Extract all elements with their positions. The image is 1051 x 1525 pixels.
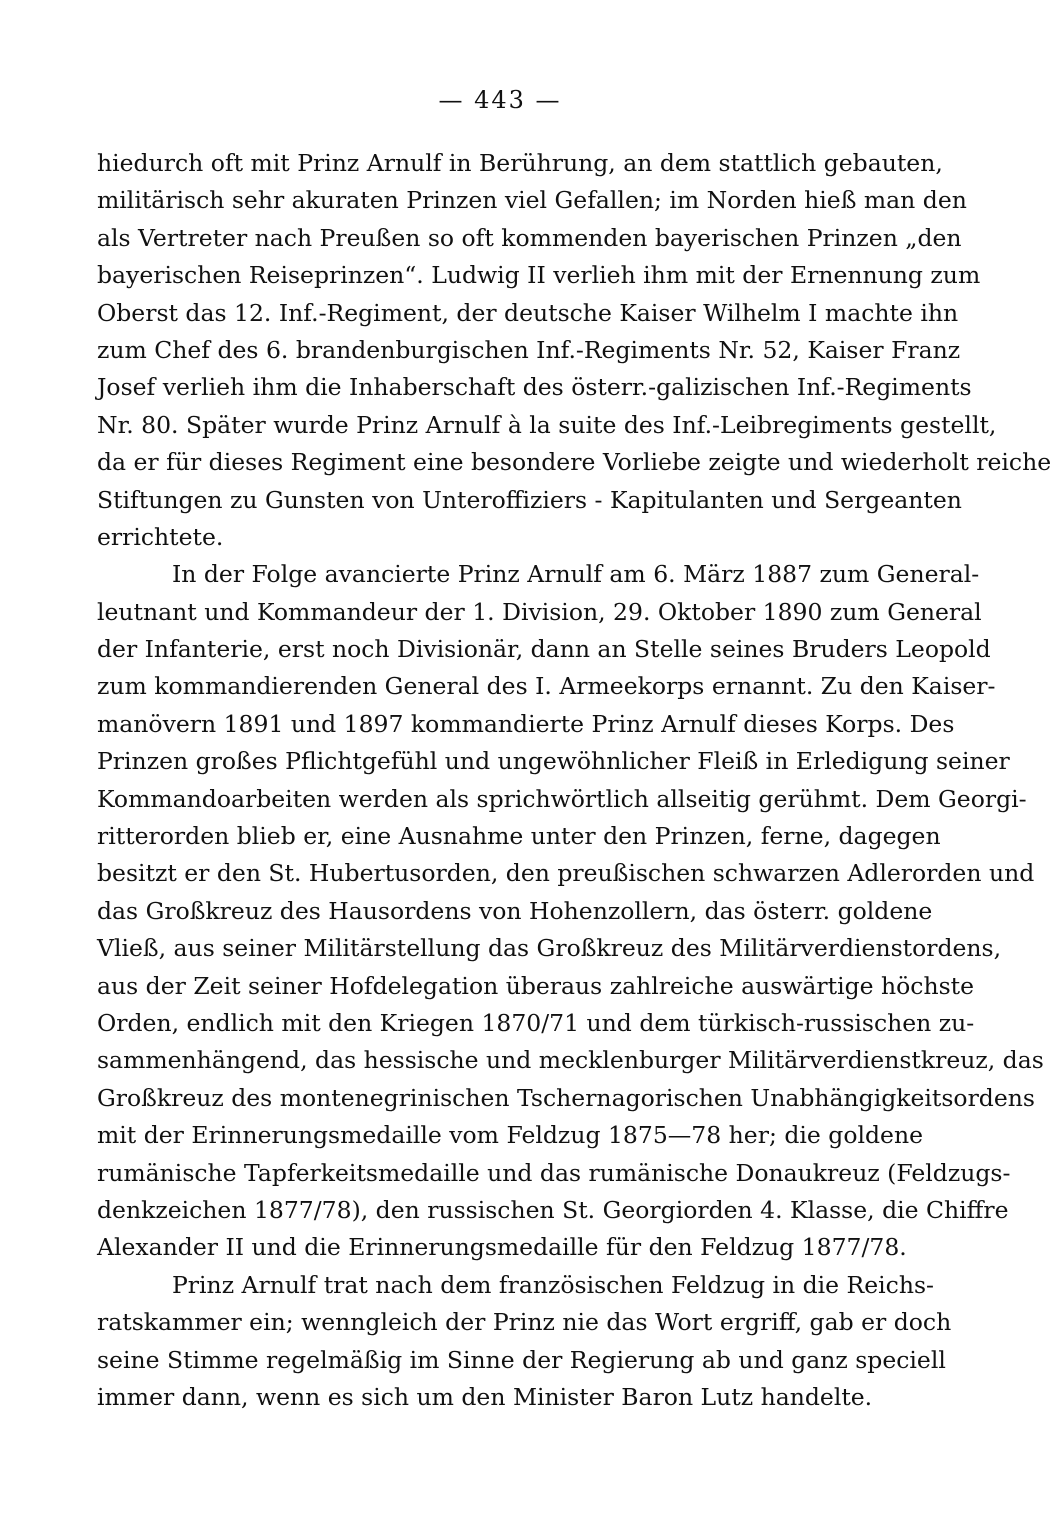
text-line: besitzt er den St. Hubertusorden, den preußischen schwarzen Adlerorden und xyxy=(97,859,1035,888)
text-line: zum kommandierenden General des I. Armeekorps ernannt. Zu den Kaiser- xyxy=(97,672,996,701)
text-line: da er für dieses Regiment eine besondere Vorliebe zeigte und wiederholt reiche xyxy=(97,448,1051,477)
text-line: seine Stimme regelmäßig im Sinne der Regierung ab und ganz speciell xyxy=(97,1345,946,1374)
body-text xyxy=(97,145,1051,1416)
text-line: Orden, endlich mit den Kriegen 1870/71 und dem türkisch-russischen zu- xyxy=(97,1008,975,1037)
text-line: als Vertreter nach Preußen so oft kommenden bayerischen Prinzen „den xyxy=(97,223,962,252)
text-line: das Großkreuz des Hausordens von Hohenzollern, das österr. goldene xyxy=(97,896,933,925)
text-line: aus der Zeit seiner Hofdelegation überaus zahlreiche auswärtige höchste xyxy=(97,971,975,1000)
text-line: militärisch sehr akuraten Prinzen viel Gefallen; im Norden hieß man den xyxy=(97,186,967,215)
text-line: sammenhängend, das hessische und mecklenburger Militärverdienstkreuz, das xyxy=(97,1046,1044,1075)
text-line: Kommandoarbeiten werden als sprichwörtlich allseitig gerühmt. Dem Georgi- xyxy=(97,784,1027,813)
text-line: zum Chef des 6. brandenburgischen Inf.-Regiments Nr. 52, Kaiser Franz xyxy=(97,335,961,364)
text-line: errichtete. xyxy=(97,522,224,551)
text-line: Josef verlieh ihm die Inhaberschaft des österr.-galizischen Inf.-Regiments xyxy=(97,373,972,402)
text-line: Vließ, aus seiner Militärstellung das Großkreuz des Militärverdienstordens, xyxy=(97,934,1002,963)
text-line: rumänische Tapferkeitsmedaille und das rumänische Donaukreuz (Feldzugs- xyxy=(97,1158,1011,1187)
text-line: Nr. 80. Später wurde Prinz Arnulf à la suite des Inf.-Leibregiments gestellt, xyxy=(97,410,997,439)
page-number: — 443 — xyxy=(438,86,562,114)
text-line: Alexander II und die Erinnerungsmedaille für den Feldzug 1877/78. xyxy=(97,1233,907,1262)
text-line: der Infanterie, erst noch Divisionär, dann an Stelle seines Bruders Leopold xyxy=(97,635,991,664)
text-line: mit der Erinnerungsmedaille vom Feldzug 1875—78 her; die goldene xyxy=(97,1121,923,1150)
text-line: In der Folge avancierte Prinz Arnulf am 6. März 1887 zum General- xyxy=(172,560,980,589)
text-line: Prinzen großes Pflichtgefühl und ungewöhnlicher Fleiß in Erledigung seiner xyxy=(97,747,1010,776)
text-line: ritterorden blieb er, eine Ausnahme unter den Prinzen, ferne, dagegen xyxy=(97,822,941,851)
text-line: Großkreuz des montenegrinischen Tschernagorischen Unabhängigkeitsordens xyxy=(97,1083,1035,1112)
text-line: Oberst das 12. Inf.-Regiment, der deutsche Kaiser Wilhelm I machte ihn xyxy=(97,298,959,327)
text-line: ratskammer ein; wenngleich der Prinz nie das Wort ergriff, gab er doch xyxy=(97,1308,952,1337)
text-line: Prinz Arnulf trat nach dem französischen Feldzug in die Reichs- xyxy=(172,1270,934,1299)
text-line: manövern 1891 und 1897 kommandierte Prinz Arnulf dieses Korps. Des xyxy=(97,709,955,738)
text-line: leutnant und Kommandeur der 1. Division, 29. Oktober 1890 zum General xyxy=(97,597,982,626)
text-line: hiedurch oft mit Prinz Arnulf in Berührung, an dem stattlich gebauten, xyxy=(97,149,943,177)
text-line: bayerischen Reiseprinzen“. Ludwig II verlieh ihm mit der Ernennung zum xyxy=(97,261,981,290)
text-line: denkzeichen 1877/78), den russischen St. Georgiorden 4. Klasse, die Chiffre xyxy=(97,1195,1009,1224)
text-line: Stiftungen zu Gunsten von Unteroffiziers - Kapitulanten und Sergeanten xyxy=(97,485,962,514)
text-line: immer dann, wenn es sich um den Minister Baron Lutz handelte. xyxy=(97,1382,873,1411)
